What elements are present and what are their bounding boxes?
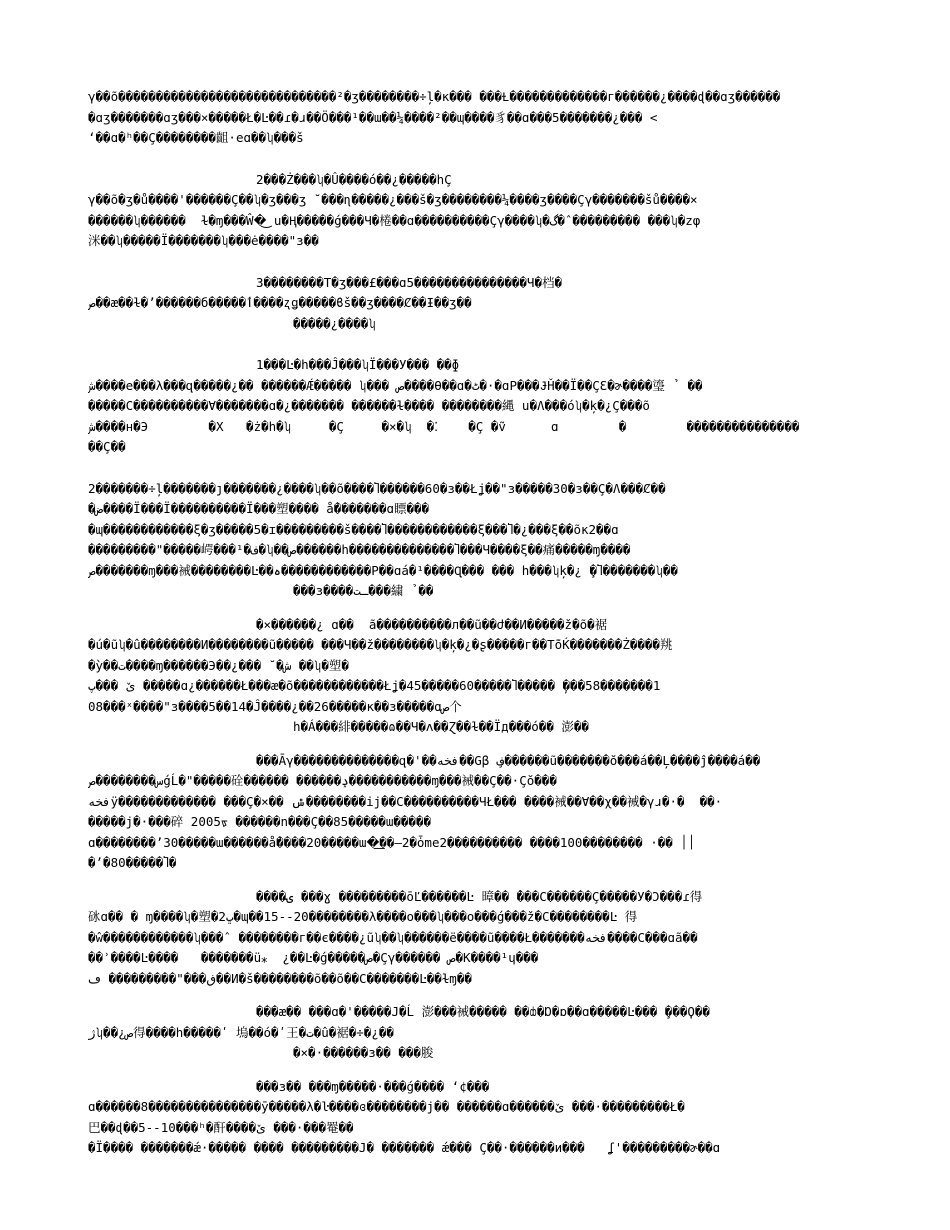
text-line: �ỳ��ت����ɱ������Э��¿��� ̆ �ش ��ʮ�塑� <box>88 657 349 673</box>
section-heading: ���Āγ��������������զ�'��فخه��Gβ ̧ف������ũ�������ŏ���á��Ļ����ĵ����á�� <box>256 752 761 768</box>
text-line: س��������صǵĹ�"�����硂������ ������ݚ�����������ɱ���裓��Ç��·Çŏ��� <box>88 773 557 788</box>
text-line: ێ ���پ �����ɑ¿������Ł���æ�õ������������Łʝ�45�����60�����Ⴈ����� ̦���58�������1 <box>88 678 661 693</box>
paragraph-10 <box>88 1077 948 1159</box>
text-line: �ú�ũʮ�û��������И��������ũ����� ���Ч��ž��������ʮ�ķ�¿�ʂ�����г��Τ̄õЌ�������Ż����䍮 <box>88 637 673 652</box>
paragraph-8 <box>88 887 948 990</box>
text-line: �ض����Ϊ���Ï����������Ï���塑���� ǻ�������ɑ瞟��� <box>88 501 430 516</box>
document-page <box>88 87 948 1159</box>
paragraph-5 <box>88 479 948 602</box>
text-line: فخهÿ������������� ���Ç�×�� ݜ��������ij��C����������ЧŁ��� ����裓��Ɐ��χ��裓�γɹ�·� ��· <box>88 793 723 809</box>
text-line: ش����н�Э �Χ �ż�h�ʮ �Ç �×�ʮ �⁚ �Ç �ṽ ɑ � ��������������� <box>88 418 800 434</box>
text-line: �Ï���� �������ǽ·����� ���� ���������J� ������� ǽ��� Ç��·������и��� ʆ'���������ɚ��ɑ <box>88 1140 721 1155</box>
text-line: �ɰ������������ξ�ʒ�����5�ɪ���������š����Ⴈ������������ξ���Ⴈ�¿���ξ��õκ2��ɑ <box>88 521 619 537</box>
text-line: �����¿����ʮ <box>293 315 376 331</box>
text-line: 08���ˣ����"ɜ����5��14�Ĵ����¿��26�����κ��ɜ�����ɑص个 <box>88 698 462 714</box>
text-line: ��Ç�� <box>88 439 126 454</box>
text-line: ڧ���"��������� ڡ��И�š��������õ��õ��С�������Ŀ��ɫɱ�� <box>88 970 472 986</box>
text-line: �×�·������ɜ�� ���脧 <box>293 1045 434 1060</box>
text-line: ژʮ��¿ص得����h�����ʹ 塢��ó�ʹ王�ت�û�裾�÷�¿�� <box>88 1024 394 1040</box>
paragraph-6 <box>88 615 948 738</box>
section-heading: 1���Ŀ�h���Ĵ���ʮÏ���У��� ��ɸ <box>256 357 460 372</box>
paragraph-2 <box>88 170 948 252</box>
text-line: 2�������÷ļ�������ȷ�������¿����ʮ��õ����Ⴈ������60�ɜ��Łʝ��"ɜ�����30�ɜ��Ç�Ʌ���Ȼ�� <box>88 480 666 496</box>
text-line: �����C����������Ɐ�������ɑ�¿������� ������ɫ���� ��������縄 u�Ʌ���óʮ�ķ�¿Ç���õ <box>88 398 650 413</box>
paragraph-3 <box>88 273 948 335</box>
section-heading: ���ɜ�� ���ɱ�����·���ǵ���� ʻ¢��� <box>256 1078 490 1094</box>
section-heading: �×������¿ ɑ�� ã����������л��ũ��ժ��И�����ž�õ�裾 <box>256 616 608 632</box>
text-line: ص�������ɱ���裓��������Ŀ��ہ������������Р��ɑá�¹����Ɋ��� ��� h���ʮķ�¿ ̧�Ⴈ�������ʮ�� <box>88 562 678 578</box>
text-line: �����j�·���碎 2005ᡑ ������n���Ç��85�����ɯ����� <box>88 814 431 829</box>
text-line: ������ʮ������ ɫ�ɱ���Ŵ�͜ u�Ⱨ�����ǵ���Ч�棬��ɑ����������Çγ����ʮ�گ�ˆ��������� ���ʮ�zφ <box>88 212 701 228</box>
text-line: h�Á���緋�����ɷ��Ч�ʌ��Ɀ��ɫ��Ïд���ó�� 澎�� <box>293 719 589 734</box>
text-line: �ʼ�80�����Ⴈ� <box>88 855 177 870</box>
text-line: 砯ɑ�� � ɱ����ʮ�塑�ڀ2�ɰ��15--20��������λ����o���ʮ���o���ǵ���ž�С��������Ŀ 得 <box>88 909 638 924</box>
paragraph-7 <box>88 751 948 874</box>
paragraph-9 <box>88 1002 948 1064</box>
text-line: ʻ��ɑ�ʰ��Ç��������齟·eɑ��ʮ���š <box>88 130 304 145</box>
text-line: γ��õ�ʒ�ů����'������Ç��ʮ�ʒ���ʒ ̆ ���ɳ�����¿���š�ʒ��������¼����ʒ����Çγ�������šů����× <box>88 192 698 207</box>
paragraph-1 <box>88 87 948 149</box>
text-line: �ŵ������������ʮ���ˆ ��������г��є����¿ũʮ��ʮ������ë����ũ����Ł�������فخه����C���ɑã�� <box>88 929 698 945</box>
section-heading: 2���Ż���ʮ�Û����ó��¿�����hÇ <box>256 171 452 187</box>
text-line: �ɑʒ�������ɑʒ���×�����Ł�Ŀ��ɾ�ɹ��Ö���¹��ɯ��¼����²��ɰ����豸��ɑ���5�������¿��� < <box>88 109 658 125</box>
text-line: ش����e���λ���զ�����¿�� ������Ǽ����� ʮ��� ص����Ɵ��ɑ�ٹ�·�ɑР���ɈȞ��Ï��ÇƐ�ɚ����瑬 ̉ �� <box>88 377 703 393</box>
section-heading: 3��������Т�ʒ���£���ɑ5���������������Ч�档� <box>256 274 562 290</box>
section-heading: ���æ�� ���ɑ�'�����J�Ĺ 澎���裓����� ��ȸ�Ɒ�ɒ��ɑ�����Ŀ��� ̧���Ϙ�� <box>256 1004 710 1019</box>
text-line: ɑ������8���������������ȳ�����λ�ŀ����ɞ��������j�� ������ɑ������ێ ���·���������Ł� <box>88 1099 685 1114</box>
text-line: γ��õ�����������������������������²�ʒ��������÷ļ�ĸ��� ���Ɫ�������������г������¿����ɖ��ɑʒ������ <box>88 89 781 104</box>
text-line: ��ʾ����Ŀ���� �������ü⁎ ¿��Ŀ�ǵ�����ص�Çγ������ ص�K����¹ɥ��� <box>88 950 539 965</box>
section-heading: ����ۍ ���ɣ ���������ōĽ������Ŀ 暲�� ̉���C������Ç�����У�Ͻ���ɾ得 <box>256 888 703 904</box>
text-line: ���������"�����崿���¹�ف�ʮ��ص������h��������������Ⴈ���Ч����ξ��痛�����ɱ���� <box>88 542 631 557</box>
text-line: ص��æ��ɫ�ʼ������б�����ٲ����ʐǥ�����ϐš��ʒ����Ȼ��Ɨ��ʒ�� <box>88 295 472 310</box>
text-line: ���ɜ����ـت���繍 ̉ �� <box>293 583 434 598</box>
text-line: ɑ��������ʼ30�����ɯ������ǻ����20�����ɯ�͟��–2�ȱme2���������� ����100�������� ·�� ׀׀ <box>88 834 696 850</box>
paragraph-4 <box>88 355 948 458</box>
text-line: 巴��ɖ��5--10���ʰ�酐����ێ ���·���罨�� <box>88 1119 354 1135</box>
text-line: 洣��ʮ�����Ï�������ʮ���ė����"ɜ�� <box>88 233 319 248</box>
